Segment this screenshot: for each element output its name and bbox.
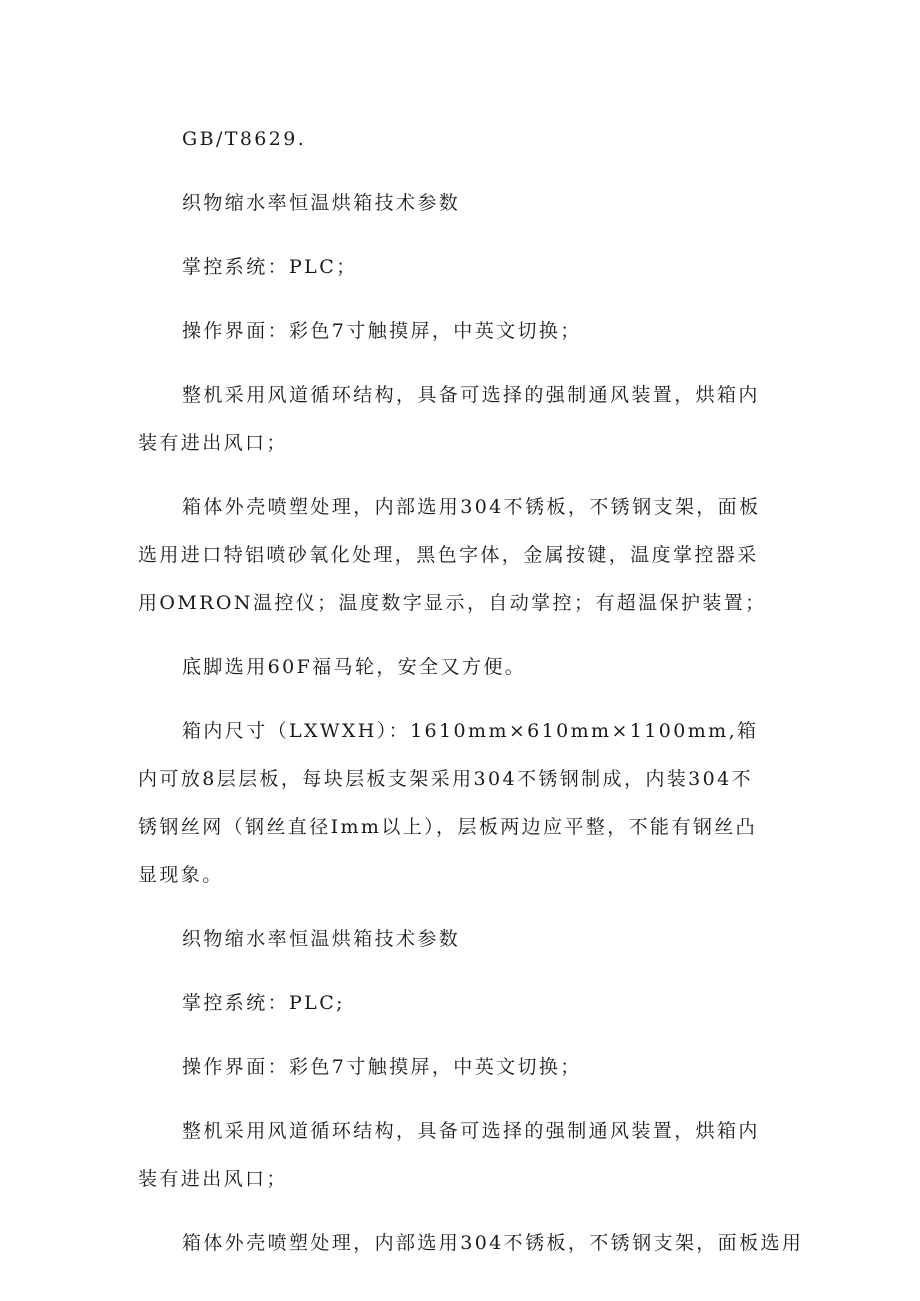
spec-airflow-structure-repeat: 整机采用风道循环结构，具备可选择的强制通风装置，烘箱内装有进出风口；	[138, 1120, 760, 1190]
spec-inner-dimensions: 箱内尺寸（LXWXH）：1610mm×610mm×1100mm,箱内可放8层层板，每块层板支架采用304不锈钢制成，内装304不锈钢丝网（钢丝直径Imm以上），层板两边应平整，不能有钢丝凸显现象。	[138, 720, 759, 886]
spec-airflow-structure: 整机采用风道循环结构，具备可选择的强制通风装置，烘箱内装有进出风口；	[138, 384, 760, 454]
section-heading-repeat: 织物缩水率恒温烘箱技术参数	[182, 928, 461, 950]
section-heading: 织物缩水率恒温烘箱技术参数	[182, 192, 461, 214]
spec-operation-interface: 操作界面：彩色7寸触摸屏，中英文切换；	[182, 320, 582, 342]
spec-casters: 底脚选用60F福马轮，安全又方便。	[182, 656, 527, 678]
spec-cabinet-materials-partial: 箱体外壳喷塑处理，内部选用304不锈板，不锈钢支架，面板选用	[182, 1232, 804, 1254]
standard-reference: GB/T8629.	[182, 128, 307, 150]
spec-control-system-repeat: 掌控系统：PLC;	[182, 992, 345, 1014]
spec-control-system: 掌控系统：PLC；	[182, 256, 358, 278]
spec-cabinet-materials: 箱体外壳喷塑处理，内部选用304不锈板，不锈钢支架，面板选用进口特铝喷砂氧化处理，黑色字体，金属按键，温度掌控器采用OMRON温控仪；温度数字显示，自动掌控；有超温保护装置；	[138, 496, 767, 614]
spec-operation-interface-repeat: 操作界面：彩色7寸触摸屏，中英文切换；	[182, 1056, 582, 1078]
document-body	[138, 115, 804, 1283]
